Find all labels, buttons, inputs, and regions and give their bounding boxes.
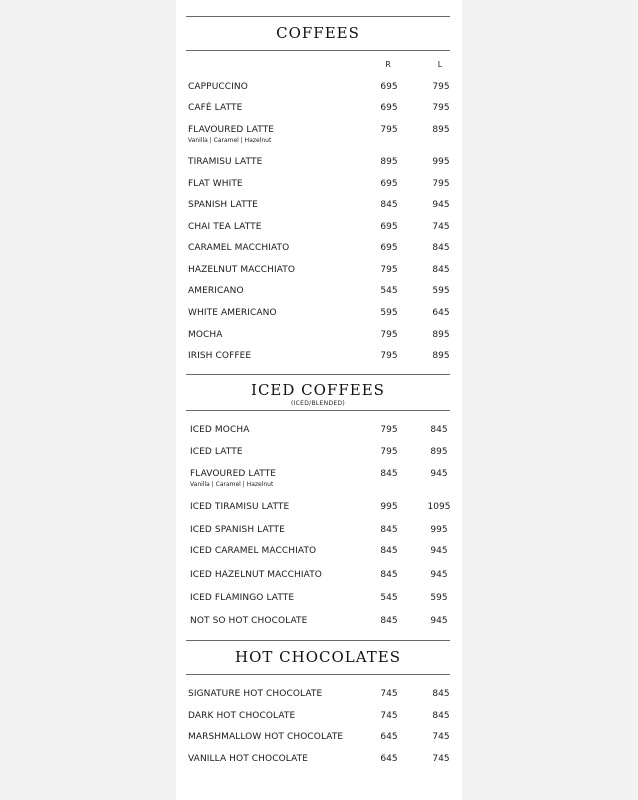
item-name: SIGNATURE HOT CHOCOLATE: [188, 689, 323, 699]
price-regular: 895: [380, 157, 398, 167]
item-name: HAZELNUT MACCHIATO: [188, 265, 296, 275]
coffee-item: [188, 265, 461, 285]
price-large: 645: [432, 308, 450, 318]
iced-coffee-item: [190, 425, 459, 445]
price-regular: 845: [380, 525, 398, 535]
item-name: CHAI TEA LATTE: [188, 222, 262, 232]
price-large: 745: [432, 754, 450, 764]
item-name: WHITE AMERICANO: [188, 308, 277, 318]
coffee-item: [188, 286, 461, 306]
item-name: CAPPUCCINO: [188, 82, 248, 92]
divider-top: [186, 16, 450, 17]
price-large: 895: [430, 447, 448, 457]
price-large: 895: [432, 125, 450, 135]
hot-chocolate-item: [188, 732, 461, 752]
price-large: 845: [430, 425, 448, 435]
section-subtitle-iced: (ICED/BLENDED): [290, 400, 346, 407]
price-large: 845: [432, 243, 450, 253]
price-regular: 695: [380, 82, 398, 92]
price-regular: 695: [380, 222, 398, 232]
price-regular: 795: [380, 125, 398, 135]
price-large: 995: [430, 525, 448, 535]
price-large: 895: [432, 351, 450, 361]
item-name: ICED FLAMINGO LATTE: [190, 593, 295, 603]
coffee-item: [188, 308, 461, 328]
coffee-item: [188, 103, 461, 123]
price-regular: 845: [380, 200, 398, 210]
column-header-regular: R: [385, 60, 391, 69]
item-name: CARAMEL MACCHIATO: [188, 243, 290, 253]
coffee-item: [188, 125, 461, 145]
price-regular: 795: [380, 330, 398, 340]
item-name: ICED CARAMEL MACCHIATO: [190, 546, 317, 556]
item-name: FLAVOURED LATTE: [188, 125, 275, 135]
price-regular: 795: [380, 447, 398, 457]
price-regular: 745: [380, 711, 398, 721]
price-regular: 845: [380, 469, 398, 479]
price-regular: 845: [380, 546, 398, 556]
price-regular: 845: [380, 616, 398, 626]
price-regular: 595: [380, 308, 398, 318]
item-name: ICED SPANISH LATTE: [190, 525, 285, 535]
item-name: ICED TIRAMISU LATTE: [190, 502, 290, 512]
item-name: VANILLA HOT CHOCOLATE: [188, 754, 309, 764]
price-regular: 545: [380, 286, 398, 296]
price-large: 795: [432, 103, 450, 113]
iced-coffee-item: [190, 546, 459, 566]
item-name: SPANISH LATTE: [188, 200, 258, 210]
hot-chocolate-item: [188, 689, 461, 709]
price-regular: 545: [380, 593, 398, 603]
item-name: MOCHA: [188, 330, 223, 340]
price-large: 795: [432, 82, 450, 92]
coffee-item: [188, 351, 461, 371]
coffee-item: [188, 200, 461, 220]
hot-chocolate-item: [188, 754, 461, 774]
iced-coffee-item: [190, 447, 459, 467]
iced-coffee-item: [190, 616, 459, 636]
section-title-iced-coffees: ICED COFFEES: [251, 381, 385, 399]
price-regular: 795: [380, 425, 398, 435]
item-name: NOT SO HOT CHOCOLATE: [190, 616, 308, 626]
price-large: 845: [432, 689, 450, 699]
iced-coffee-item: [190, 469, 459, 489]
item-name: DARK HOT CHOCOLATE: [188, 711, 296, 721]
divider-iced: [186, 410, 450, 411]
iced-coffee-item: [190, 502, 459, 522]
price-regular: 995: [380, 502, 398, 512]
price-large: 845: [432, 265, 450, 275]
coffee-item: [188, 330, 461, 350]
price-large: 1095: [427, 502, 451, 512]
price-large: 595: [430, 593, 448, 603]
coffee-item: [188, 179, 461, 199]
price-regular: 695: [380, 103, 398, 113]
divider-iced-top: [186, 374, 450, 375]
divider-hot-top: [186, 640, 450, 641]
item-flavour-note: Vanilla | Caramel | Hazelnut: [188, 137, 272, 144]
coffee-item: [188, 82, 461, 102]
item-name: TIRAMISU LATTE: [188, 157, 263, 167]
price-regular: 795: [380, 351, 398, 361]
price-regular: 645: [380, 732, 398, 742]
iced-coffee-item: [190, 570, 459, 590]
price-regular: 745: [380, 689, 398, 699]
item-flavour-note: Vanilla | Caramel | Hazelnut: [190, 481, 274, 488]
column-header-large: L: [437, 60, 443, 69]
coffee-item: [188, 157, 461, 177]
price-large: 795: [432, 179, 450, 189]
coffee-item: [188, 222, 461, 242]
divider-coffees: [186, 50, 450, 51]
price-large: 995: [432, 157, 450, 167]
price-regular: 845: [380, 570, 398, 580]
coffee-item: [188, 243, 461, 263]
section-title-hot-chocolates: HOT CHOCOLATES: [235, 648, 401, 666]
item-name: FLAVOURED LATTE: [190, 469, 277, 479]
section-title-coffees: COFFEES: [276, 24, 360, 42]
price-large: 895: [432, 330, 450, 340]
item-name: AMERICANO: [188, 286, 244, 296]
hot-chocolate-item: [188, 711, 461, 731]
item-name: FLAT WHITE: [188, 179, 243, 189]
price-regular: 695: [380, 179, 398, 189]
price-regular: 645: [380, 754, 398, 764]
price-regular: 795: [380, 265, 398, 275]
item-name: ICED HAZELNUT MACCHIATO: [190, 570, 322, 580]
price-large: 945: [430, 546, 448, 556]
item-name: MARSHMALLOW HOT CHOCOLATE: [188, 732, 344, 742]
item-name: IRISH COFFEE: [188, 351, 252, 361]
price-large: 595: [432, 286, 450, 296]
price-large: 745: [432, 222, 450, 232]
price-large: 945: [432, 200, 450, 210]
divider-hot: [186, 674, 450, 675]
iced-coffee-item: [190, 525, 459, 545]
price-large: 845: [432, 711, 450, 721]
price-large: 945: [430, 616, 448, 626]
price-large: 945: [430, 469, 448, 479]
item-name: ICED LATTE: [190, 447, 243, 457]
item-name: CAFÉ LATTE: [188, 103, 243, 113]
iced-coffee-item: [190, 593, 459, 613]
price-large: 745: [432, 732, 450, 742]
item-name: ICED MOCHA: [190, 425, 250, 435]
price-regular: 695: [380, 243, 398, 253]
price-large: 945: [430, 570, 448, 580]
